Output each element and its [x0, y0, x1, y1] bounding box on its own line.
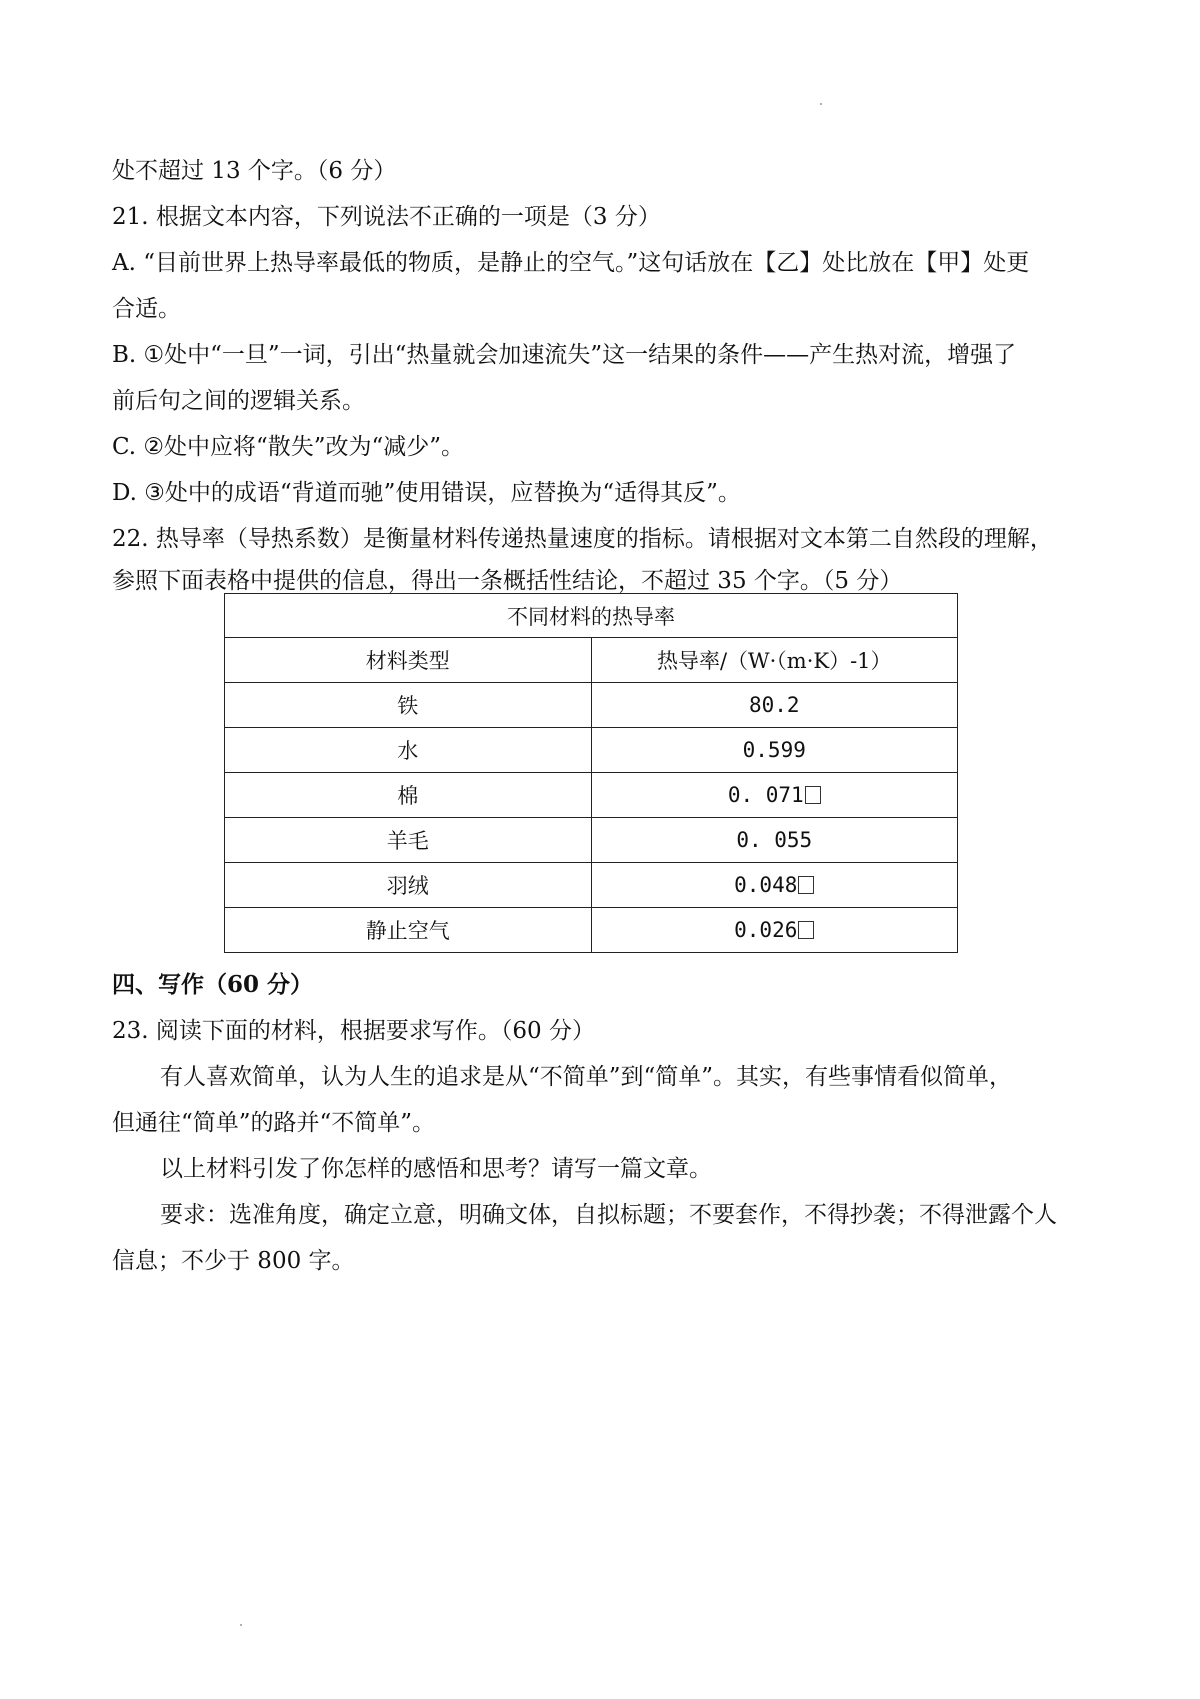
material-cell: 铁 — [225, 683, 592, 728]
q21-option-d: D. ③处中的成语“背道而驰”使用错误，应替换为“适得其反”。 — [112, 480, 741, 506]
header-conductivity: 热导率/（W·（m·K）-1） — [591, 638, 958, 683]
q23-requirements-line2: 信息；不少于 800 字。 — [112, 1248, 355, 1274]
table-row — [225, 818, 958, 863]
value-cell: 0. 055 — [591, 818, 958, 863]
q21-option-a-line2: 合适。 — [112, 296, 181, 322]
q21-option-c: C. ②处中应将“散失”改为“减少”。 — [112, 434, 465, 460]
value-cell — [591, 908, 958, 953]
section-heading-writing: 四、写作（60 分） — [112, 971, 314, 998]
material-cell: 静止空气 — [225, 908, 592, 953]
table-caption: 不同材料的热导率 — [225, 594, 958, 638]
thermal-conductivity-table — [224, 593, 958, 953]
value-cell: 80.2 — [591, 683, 958, 728]
q20-tail: 处不超过 13 个字。（6 分） — [112, 158, 397, 184]
table-header-row — [225, 638, 958, 683]
q23-prompt: 以上材料引发了你怎样的感悟和思考？请写一篇文章。 — [160, 1156, 712, 1182]
material-cell: 棉 — [225, 773, 592, 818]
table-caption-row — [225, 594, 958, 638]
value-cell: 0.599 — [591, 728, 958, 773]
value-text: 0.026 — [734, 918, 798, 942]
value-text: 0.048 — [734, 873, 798, 897]
value-text: 0. 071 — [727, 783, 804, 807]
scan-speck — [240, 1624, 242, 1626]
missing-glyph-box-icon — [798, 876, 814, 894]
q21-option-b-line2: 前后句之间的逻辑关系。 — [112, 388, 365, 414]
scan-speck — [820, 103, 822, 105]
q21-option-a-line1: A. “目前世界上热导率最低的物质，是静止的空气。”这句话放在【乙】处比放在【甲】处更 — [112, 250, 1030, 276]
q22-stem-line1: 22. 热导率（导热系数）是衡量材料传递热量速度的指标。请根据对文本第二自然段的理解， — [112, 526, 1053, 552]
table-row — [225, 773, 958, 818]
q23-requirements-line1: 要求：选准角度，确定立意，明确文体，自拟标题；不要套作，不得抄袭；不得泄露个人 — [160, 1202, 1057, 1228]
value-cell — [591, 773, 958, 818]
q22-stem-line2: 参照下面表格中提供的信息，得出一条概括性结论，不超过 35 个字。（5 分） — [112, 568, 903, 594]
q23-material-line1: 有人喜欢简单，认为人生的追求是从“不简单”到“简单”。其实，有些事情看似简单， — [160, 1064, 1013, 1090]
table-row — [225, 683, 958, 728]
material-cell: 羊毛 — [225, 818, 592, 863]
missing-glyph-box-icon — [805, 786, 821, 804]
header-material: 材料类型 — [225, 638, 592, 683]
value-cell — [591, 863, 958, 908]
table-row — [225, 728, 958, 773]
table-row — [225, 863, 958, 908]
q23-stem: 23. 阅读下面的材料，根据要求写作。（60 分） — [112, 1018, 595, 1044]
table-row — [225, 908, 958, 953]
material-cell: 羽绒 — [225, 863, 592, 908]
q23-material-line2: 但通往“简单”的路并“不简单”。 — [112, 1110, 436, 1136]
missing-glyph-box-icon — [798, 921, 814, 939]
q21-option-b-line1: B. ①处中“一旦”一词，引出“热量就会加速流失”这一结果的条件——产生热对流，增强了 — [112, 342, 1017, 368]
q21-stem: 21. 根据文本内容，下列说法不正确的一项是（3 分） — [112, 204, 661, 230]
material-cell: 水 — [225, 728, 592, 773]
